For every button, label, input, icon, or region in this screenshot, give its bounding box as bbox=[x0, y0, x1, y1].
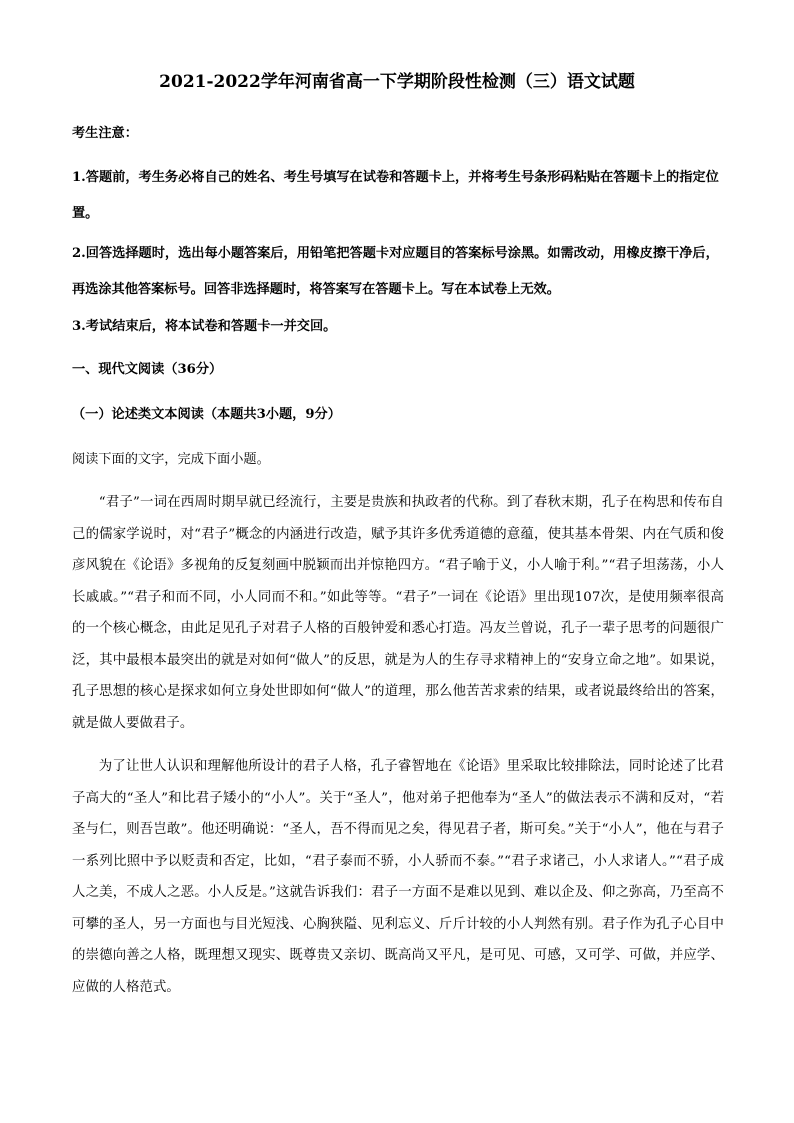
note-2: 2.回答选择题时，选出每小题答案后，用铅笔把答题卡对应题目的答案标号涂黑。如需改动，用橡皮擦干净后，再选涂其他答案标号。回答非选择题时，将答案写在答题卡上。写在本试卷上无效。 bbox=[72, 246, 719, 297]
note-1: 1.答题前，考生务必将自己的姓名、考生号填写在试卷和答题卡上，并将考生号条形码粘贴在答题卡上的指定位置。 bbox=[72, 170, 719, 221]
passage-paragraph-1: “君子”一词在西周时期早就已经流行，主要是贵族和执政者的代称。到了春秋末期，孔子在构思和传布自己的儒家学说时，对“君子”概念的内涵进行改造，赋予其许多优秀道德的意蕴，使其基本骨架、内在气质和俊彦风貌在《论语》多视角的反复刻画中脱颖而出并惊艳四方。“君子喻于义，小人喻于利。”“君子坦荡荡，小人长戚戚。”“君子和而不同，小人同而不和。”如此等等。“君子”一词在《论语》里出现107次，是使用频率很高的一个核心概念，由此足见孔子对君子人格的百般钟爱和悉心打造。冯友兰曾说，孔子一辈子思考的问题很广泛，其中最根本最突出的就是对如何“做人”的反思，就是为人的生存寻求精神上的“安身立命之地”。如果说，孔子思想的核心是探求如何立身处世即如何“做人”的道理，那么他苦苦求索的结果，或者说最终给出的答案，就是做人要做君子。 bbox=[72, 495, 724, 731]
reading-instruction: 阅读下面的文字，完成下面小题。 bbox=[72, 452, 270, 467]
note-3: 3.考试结束后，将本试卷和答题卡一并交回。 bbox=[72, 319, 337, 334]
subsection-heading: （一）论述类文本阅读（本题共3小题，9分） bbox=[72, 407, 341, 422]
section-heading: 一、现代文阅读（36分） bbox=[72, 362, 223, 377]
notes-label: 考生注意： bbox=[72, 126, 138, 141]
document-title: 2021-2022学年河南省高一下学期阶段性检测（三）语文试题 bbox=[159, 72, 635, 92]
passage-paragraph-2: 为了让世人认识和理解他所设计的君子人格，孔子睿智地在《论语》里采取比较排除法，同时论述了比君子高大的“圣人”和比君子矮小的“小人”。关于“圣人”，他对弟子把他奉为“圣人”的做法表示不满和反对，“若圣与仁，则吾岂敢”。他还明确说：“圣人，吾不得而见之矣，得见君子者，斯可矣。”关于“小人”，他在与君子一系列比照中予以贬责和否定，比如，“君子泰而不骄，小人骄而不泰。”“君子求诸己，小人求诸人。”“君子成人之美，不成人之恶。小人反是。”这就告诉我们：君子一方面不是难以见到、难以企及、仰之弥高，乃至高不可攀的圣人，另一方面也与目光短浅、心胸狭隘、见利忘义、斤斤计较的小人判然有别。君子作为孔子心目中的崇德向善之人格，既理想又现实、既尊贵又亲切、既高尚又平凡，是可见、可感，又可学、可做，并应学、应做的人格范式。 bbox=[72, 759, 724, 995]
